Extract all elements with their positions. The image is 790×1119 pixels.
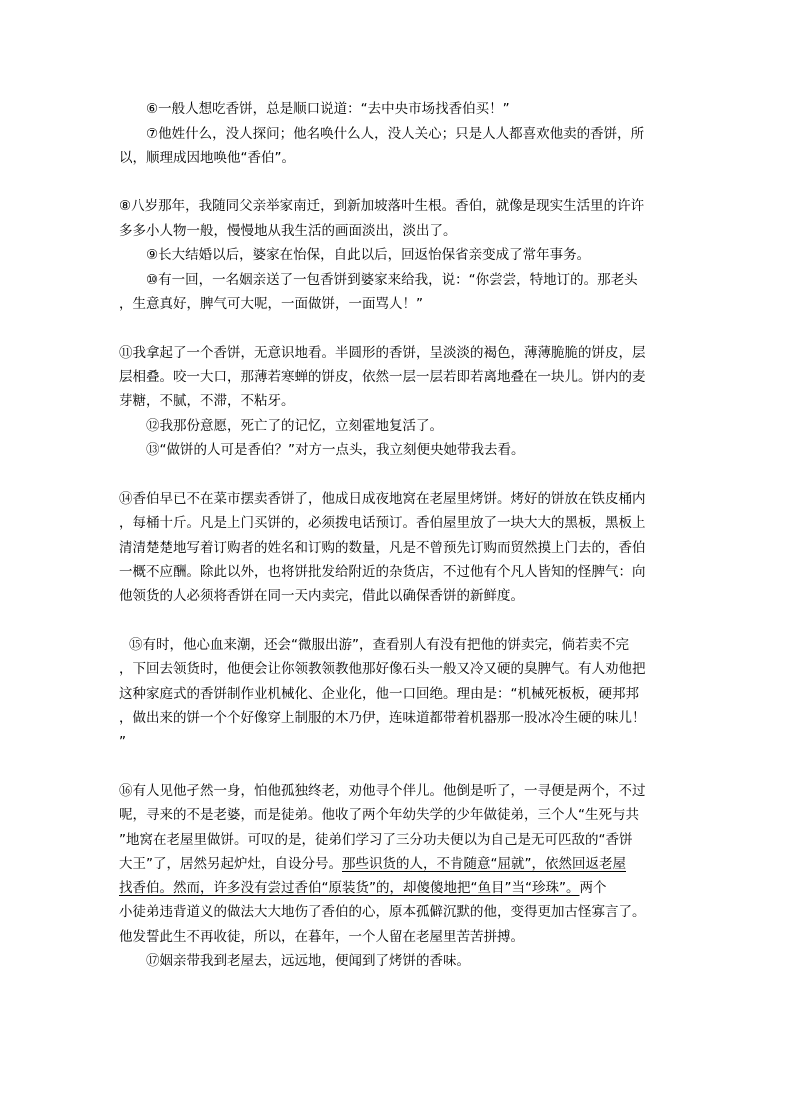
paragraph-9-line-1: ⑨长大结婚以后，婆家在怡保，自此以后，回返怡保省亲变成了常年事务。: [146, 247, 591, 263]
paragraph-15-line-5: ”: [119, 734, 126, 750]
paragraph-15-line-2: ，下回去领货时，他便会让你领教领教他那好像石头一般又冷又硬的臭脾气。有人劝他把: [119, 661, 646, 677]
paragraph-16-line-4-plain: 大王”了，居然另起炉灶，自设分号。: [119, 856, 342, 872]
paragraph-11-line-1: ⑪我拿起了一个香饼，无意识地看。半圆形的香饼，呈淡淡的褐色，薄薄脆脆的饼皮，层: [119, 345, 646, 361]
paragraph-15-line-3: 这种家庭式的香饼制作业机械化、企业化，他一口回绝。理由是：“机械死板板，硬邦邦: [119, 686, 639, 702]
paragraph-13-line-1: ⑬“做饼的人可是香伯？”对方一点头，我立刻便央她带我去看。: [146, 442, 525, 458]
paragraph-14-line-1: ⑭香伯早已不在菜市摆卖香饼了，他成日成夜地窝在老屋里烤饼。烤好的饼放在铁皮桶内: [119, 491, 646, 507]
paragraph-16-line-4: [119, 852, 626, 876]
paragraph-16-line-1: ⑯有人见他孑然一身，怕他孤独终老，劝他寻个伴儿。他倒是听了，一寻便是两个，不过: [119, 783, 646, 799]
paragraph-16-line-5-plain: 两个: [579, 880, 607, 896]
paragraph-11-line-3: 芽糖，不腻，不滞，不粘牙。: [119, 393, 295, 409]
paragraph-14-line-4: 一概不应酬。除此以外，也将饼批发给附近的杂货店，不过他有个凡人皆知的怪脾气：向: [119, 564, 646, 580]
paragraph-16-line-2: 呢，寻来的不是老婆，而是徒弟。他收了两个年幼失学的少年做徒弟，三个人“生死与共: [119, 807, 639, 823]
paragraph-10-line-2: ，生意真好，脾气可大呢，一面做饼，一面骂人！”: [119, 296, 423, 312]
paragraph-14-line-3: 清清楚楚地写着订购者的姓名和订购的数量，凡是不曾预先订购而贸然摸上门去的，香伯: [119, 540, 646, 556]
underlined-sentence-part-1: 那些识货的人，不肯随意“屈就”，依然回返老屋: [342, 856, 626, 872]
paragraph-15-line-4: ，做出来的饼一个个好像穿上制服的木乃伊，连味道都带着机器那一股冰冷生硬的味儿！: [119, 710, 646, 726]
paragraph-15-line-1: ⑮有时，他心血来潮，还会“微服出游”，查看别人有没有把他的饼卖完，倘若卖不完: [129, 637, 629, 653]
paragraph-12-line-1: ⑫我那份意愿，死亡了的记忆，立刻霍地复活了。: [146, 418, 443, 434]
paragraph-16-line-7: 他发誓此生不再收徒，所以，在暮年，一个人留在老屋里苦苦拼搏。: [119, 929, 524, 945]
underlined-sentence-part-2: 找香伯。然而，许多没有尝过香伯“原装货”的，却傻傻地把“鱼目”当“珍珠”。: [119, 880, 580, 896]
paragraph-6-line-1: ⑥一般人想吃香饼，总是顺口说道：“去中央市场找香伯买！”: [146, 101, 510, 117]
paragraph-7-line-2: 以，顺理成因地唤他“香伯”。: [119, 150, 295, 166]
paragraph-17-line-1: ⑰姻亲带我到老屋去，远远地，便闻到了烤饼的香味。: [146, 953, 470, 969]
paragraph-8-line-2: 多多小人物一般，慢慢地从我生活的画面淡出，淡出了。: [119, 223, 457, 239]
paragraph-10-line-1: ⑩有一回，一名姻亲送了一包香饼到婆家来给我，说：“你尝尝，特地订的。那老头: [146, 272, 638, 288]
paragraph-16-line-5: [119, 876, 606, 900]
paragraph-16-line-3: ”地窝在老屋里做饼。可叹的是，徒弟们学习了三分功夫便以为自己是无可匹敌的“香饼: [119, 832, 633, 848]
paragraph-14-line-2: ，每桶十斤。凡是上门买饼的，必须拨电话预订。香伯屋里放了一块大大的黑板，黑板上: [119, 515, 646, 531]
paragraph-11-line-2: 层相叠。咬一大口，那薄若寒蝉的饼皮，依然一层一层若即若离地叠在一块儿。饼内的麦: [119, 369, 646, 385]
paragraph-8-line-1: ⑧八岁那年，我随同父亲举家南迁，到新加坡落叶生根。香伯，就像是现实生活里的许许: [119, 198, 645, 214]
paragraph-14-line-5: 他领货的人必须将香饼在同一天内卖完，借此以确保香饼的新鲜度。: [119, 588, 524, 604]
paragraph-16-line-6: 小徒弟违背道义的做法大大地伤了香伯的心，原本孤僻沉默的他，变得更加古怪寡言了。: [119, 904, 646, 920]
paragraph-7-line-1: ⑦他姓什么，没人探问；他名唤什么人，没人关心；只是人人都喜欢他卖的香饼，所: [146, 126, 645, 142]
